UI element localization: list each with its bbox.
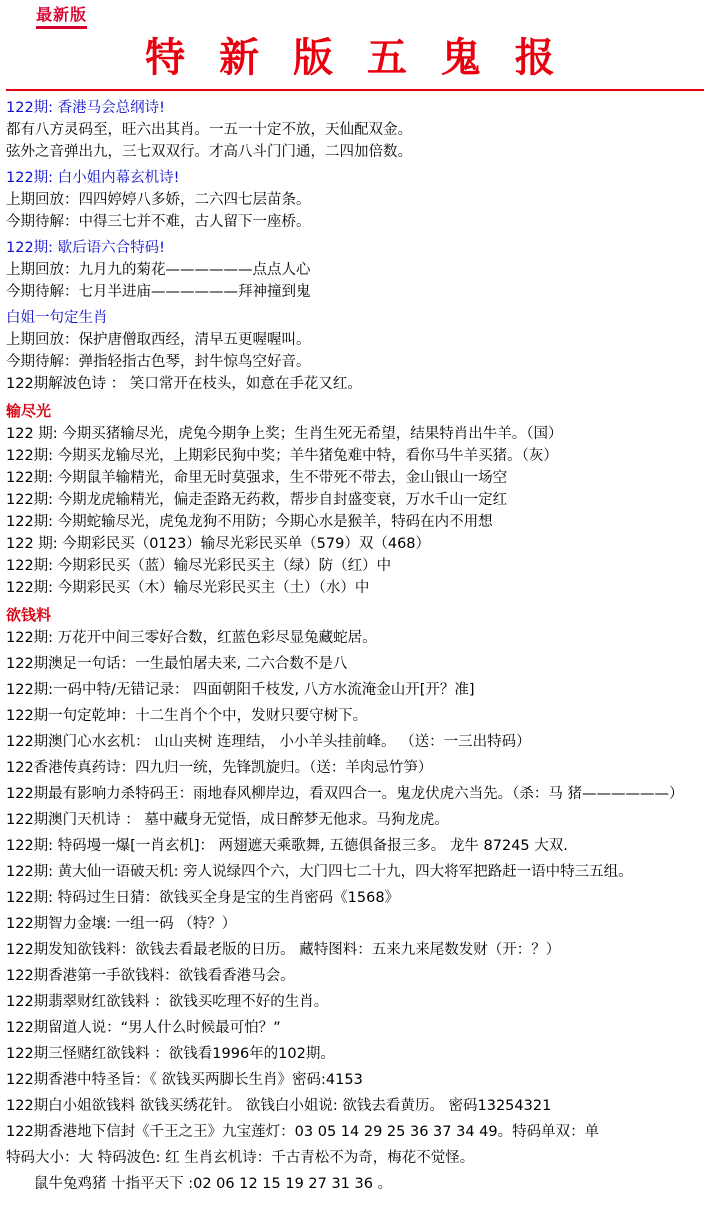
line-body: 122期: 今期蛇输尽光，虎兔龙狗不用防；今期心水是猴羊，特码在内不用想 [6, 514, 493, 530]
line-body: 122期: 万花开中间三零好合数，红蓝色彩尽显兔藏蛇居。 [6, 630, 377, 646]
line-body: 122期澳门心水玄机： 山山夹树 连理结， 小小羊头挂前峰。 （送：一三出特码） [6, 734, 531, 750]
line-body: 122期智力金壤: 一组一码 （特？） [6, 916, 237, 932]
line-body: 122期香港地下信封《千王之王》九宝莲灯：03 05 14 29 25 36 37 34 49。特码单双：单 [6, 1124, 600, 1140]
line-body: 122期澳足一句话：一生最怕屠夫来, 二六合数不是八 [6, 656, 348, 672]
block-1 [6, 97, 704, 167]
section-heading: 欲钱料 [6, 606, 52, 624]
line-body: 122期: 特码过生日猜：欲钱买全身是宝的生肖密码《1568》 [6, 890, 400, 906]
line-body: 122 期: 今期彩民买（0123）输尽光彩民买单（579）双（468） [6, 536, 431, 552]
line-body: 122期: 黄大仙一语破天机: 旁人说绿四个六，大门四七二十九，四大将军把路赶一语中特三五组。 [6, 864, 633, 880]
line-body: 122期一句定乾坤：十二生肖个个中，发财只要守树下。 [6, 708, 368, 724]
line-body: 弦外之音弹出九，三七双双行。才高八斗门门通，二四加倍数。 [6, 144, 412, 160]
line-body: 今期待解：七月半进庙——————拜神撞到鬼 [6, 284, 311, 300]
line-body: 122期: 今期龙虎输精光，偏走歪路无药救，帮步自封盛变衰，万水千山一定红 [6, 492, 508, 508]
line-body: 122期:一码中特/无错记录： 四面朝阳千枝发, 八方水流淹金山开[开？准] [6, 682, 475, 698]
line-body: 上期回放：四四婷婷八多娇，二六四七层苗条。 [6, 192, 311, 208]
line-body: 都有八方灵码至，旺六出其肖。一五一十定不放，天仙配双金。 [6, 122, 412, 138]
section-yuqianliao [6, 603, 704, 1173]
line-body: 122期: 今期彩民买（木）输尽光彩民买主（土）（水）中 [6, 580, 370, 596]
line-body: 特码大小：大 特码波色: 红 生肖玄机诗：千古青松不为奇，梅花不觉怪。 [6, 1150, 475, 1166]
line-body: 122期: 特码墁一爆[一肖玄机]： 两翅遮天乘歌舞, 五德俱备报三多。 龙牛 87245 大双. [6, 838, 568, 854]
line-body: 122期最有影响力杀特码王：雨地春风柳岸边，看双四合一。鬼龙伏虎六当先。（杀：马 猪——————） [6, 786, 684, 802]
block-3 [6, 237, 704, 307]
block-2 [6, 167, 704, 237]
line-body: 122期: 今期彩民买（蓝）输尽光彩民买主（绿）防（红）中 [6, 558, 392, 574]
line-body: 今期待解：中得三七并不难，古人留下一座桥。 [6, 214, 311, 230]
line-body: 122期香港中特圣旨：《 欲钱买两脚长生肖》密码:4153 [6, 1072, 363, 1088]
line-body: 122期翡翠财红欲钱料 ：欲钱买吃理不好的生肖。 [6, 994, 329, 1010]
title-row [6, 24, 704, 89]
line-body: 122期三怪赌红欲钱料 ：欲钱看1996年的102期。 [6, 1046, 335, 1062]
line-heading: 122期: 歇后语六合特码! [6, 240, 165, 256]
line-body: 122期澳门天机诗 ： 墓中藏身无觉悟，成日醉梦无他求。马狗龙虎。 [6, 812, 449, 828]
line-body: 122期解波色诗 ： 笑口常开在枝头，如意在手花又红。 [6, 376, 362, 392]
line-body: 122 期: 今期买猪输尽光，虎兔今期争上奖；生肖生死无希望，结果特肖出牛羊。（国） [6, 426, 563, 442]
line-heading: 白姐一句定生肖 [6, 310, 108, 326]
page-title: 特 新 版 五 鬼 报 [145, 34, 565, 81]
line-body: 122期留道人说：“男人什么时候最可怕？” [6, 1020, 281, 1036]
line-body: 122期: 今期鼠羊输精光，命里无时莫强求，生不带死不带去，金山银山一场空 [6, 470, 508, 486]
line-body: 122香港传真药诗：四九归一统，先锋凯旋归。（送：羊肉忌竹笋） [6, 760, 433, 776]
line-heading: 122期: 香港马会总纲诗! [6, 100, 165, 116]
footer-line: 鼠牛兔鸡猪 十指平天下 :02 06 12 15 19 27 31 36 。 [34, 1176, 393, 1192]
content-area [6, 97, 704, 1173]
section-shujinguang [6, 399, 704, 603]
line-heading: 122期: 白小姐内幕玄机诗! [6, 170, 180, 186]
line-body: 122期: 今期买龙输尽光，上期彩民狗中奖；羊牛猪兔难中特，看你马牛羊买猪。（灰） [6, 448, 558, 464]
badge-row [6, 0, 704, 24]
block-4 [6, 307, 704, 399]
title-divider [6, 89, 704, 91]
latest-version-badge: 最新版 [36, 2, 87, 29]
line-body: 上期回放：保护唐僧取西经，清早五更喔喔叫。 [6, 332, 311, 348]
line-body: 今期待解：弹指轻指古色琴，封牛惊鸟空好音。 [6, 354, 311, 370]
line-body: 上期回放：九月九的菊花——————点点人心 [6, 262, 311, 278]
line-body: 122期白小姐欲钱料 欲钱买绣花针。 欲钱白小姐说: 欲钱去看黄历。 密码13254321 [6, 1098, 552, 1114]
line-body: 122期发知欲钱料：欲钱去看最老版的日历。 藏特图料：五来九来尾数发财（开：？） [6, 942, 561, 958]
line-body: 122期香港第一手欲钱料：欲钱看香港马会。 [6, 968, 295, 984]
section-heading: 输尽光 [6, 402, 52, 420]
